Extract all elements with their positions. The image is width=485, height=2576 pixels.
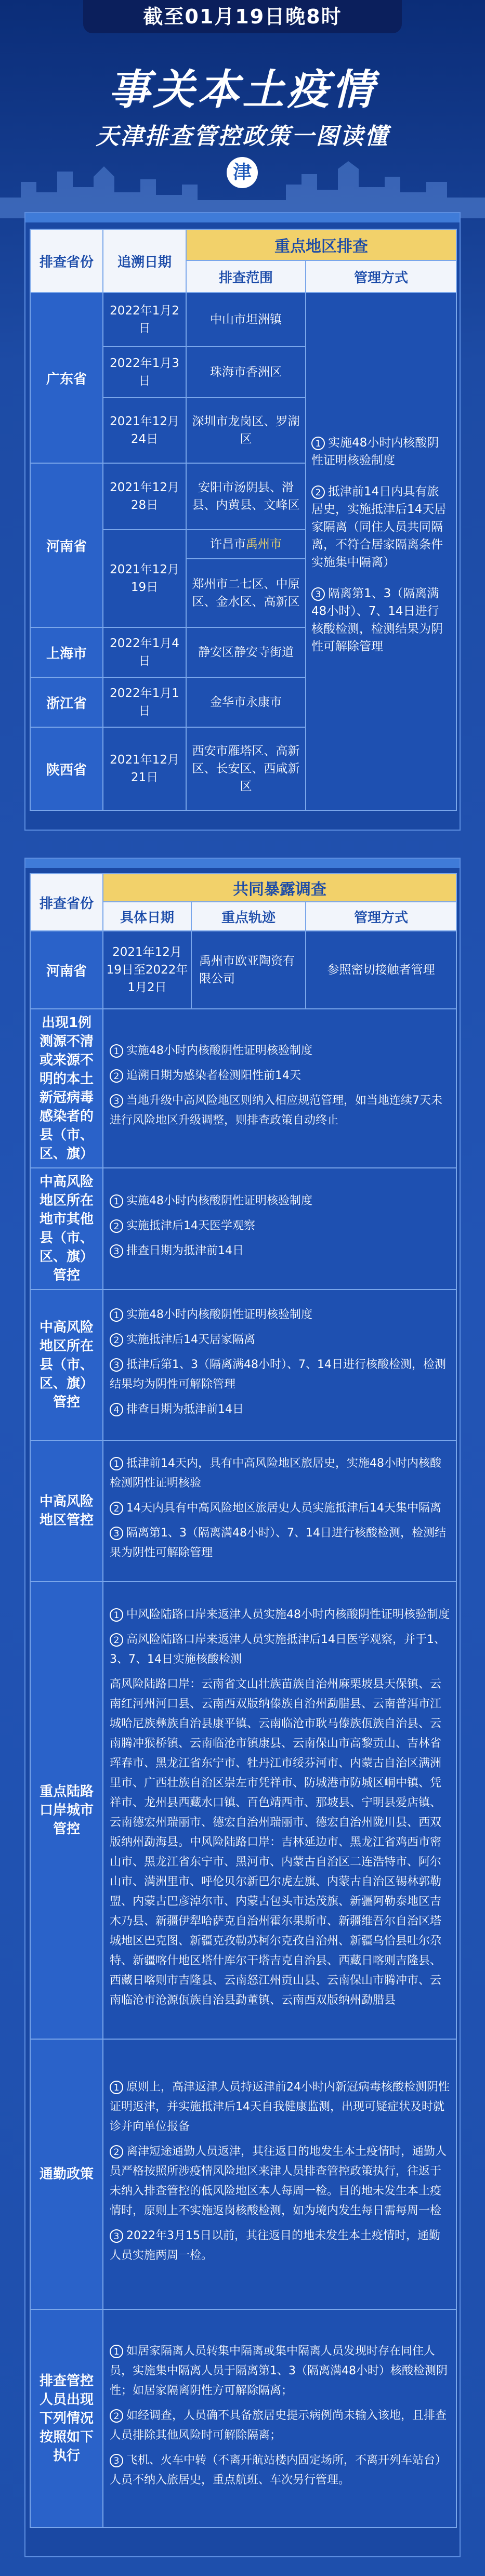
section-body xyxy=(103,2309,456,2528)
section-item xyxy=(110,2342,450,2401)
col-province-header: 排查省份 xyxy=(30,874,103,931)
policy-section xyxy=(30,1440,456,1582)
item-text: 抵津后第1、3（隔离满48小时）、7、14日进行核酸检测，检测结果均为阴性可解除管理 xyxy=(110,1358,446,1391)
main-title: 事关本土疫情 xyxy=(108,65,377,114)
section-item xyxy=(110,2451,450,2490)
policy-section xyxy=(30,1290,456,1440)
section-item xyxy=(110,1630,450,1670)
col-date-header: 具体日期 xyxy=(103,902,191,931)
item-text: 高风险陆路口岸来返津人员实施抵津后14日医学观察，并于1、3、7、14日实施核酸检测 xyxy=(110,1633,445,1666)
highlighted-scope: 禹州市 xyxy=(246,537,282,551)
method-item xyxy=(311,483,451,571)
scope-cell: 深圳市龙岗区、罗湖区 xyxy=(186,398,306,463)
policy-section xyxy=(30,2039,456,2309)
section-item xyxy=(110,2078,450,2137)
number-badge: 1 xyxy=(311,437,325,450)
col-method-header: 管理方式 xyxy=(306,902,456,931)
scope-cell: 西安市雁塔区、高新区、长安区、西咸新区 xyxy=(186,727,306,810)
col-method-header: 管理方式 xyxy=(306,260,456,293)
method-item xyxy=(311,585,451,655)
section-item xyxy=(110,1454,450,1493)
col-province-header: 排查省份 xyxy=(30,229,103,293)
number-badge: 2 xyxy=(311,485,325,499)
section-body xyxy=(103,1168,456,1290)
section-body xyxy=(103,2039,456,2309)
province-cell: 陕西省 xyxy=(30,727,103,810)
method-text: 实施48小时内核酸阴性证明核验制度 xyxy=(311,436,439,467)
table-row xyxy=(30,931,456,1009)
number-badge: 1 xyxy=(110,1457,123,1470)
management-method-cell xyxy=(306,293,456,810)
tianjin-logo: 津 xyxy=(227,157,258,188)
date-cell: 2022年1月1日 xyxy=(103,677,186,727)
section-label: 出现1例测源不清或来源不明的本土新冠病毒感染者的县（市、区、旗） xyxy=(30,1009,103,1168)
date-cell: 2021年12月24日 xyxy=(103,398,186,463)
section-item xyxy=(110,1191,450,1211)
number-badge: 1 xyxy=(110,1608,123,1622)
item-text: 原则上，高津返津人员持返津前24小时内新冠病毒核酸检测阴性证明返津，并实施抵津后14天自我健康监测，出现可疑症状及时就诊并向单位报备 xyxy=(110,2081,450,2133)
date-cell: 2022年1月2日 xyxy=(103,293,186,347)
method-text: 抵津前14日内具有旅居史，实施抵津后14天居家隔离（同住人员共同隔离，不符合居家隔离条件实施集中隔离） xyxy=(311,485,447,569)
section-body xyxy=(103,1290,456,1440)
number-badge: 1 xyxy=(110,1194,123,1208)
number-badge: 2 xyxy=(110,1333,123,1347)
col-date-header: 追溯日期 xyxy=(103,229,186,293)
group-title-header: 重点地区排查 xyxy=(186,229,456,260)
province-cell: 上海市 xyxy=(30,627,103,677)
scope-cell: 金华市永康市 xyxy=(186,677,306,727)
scope-prefix: 许昌市 xyxy=(210,537,246,551)
card-top-strip xyxy=(25,213,460,222)
date-cell: 2022年1月3日 xyxy=(103,347,186,398)
method-cell: 参照密切接触者管理 xyxy=(306,931,456,1009)
province-cell: 广东省 xyxy=(30,293,103,463)
number-badge: 2 xyxy=(110,1502,123,1515)
number-badge: 3 xyxy=(110,2454,123,2467)
key-areas-table xyxy=(30,229,457,811)
joint-exposure-table xyxy=(30,873,457,2528)
item-text: 如居家隔离人员转集中隔离或集中隔离人员发现时存在同住人员，实施集中隔离人员于隔离第1、3（隔离满48小时）核酸检测阴性；如居家隔离阴性方可解除隔离； xyxy=(110,2345,448,2397)
section-label: 中高风险地区所在地市其他县（市、区、旗）管控 xyxy=(30,1168,103,1290)
scope-cell: 珠海市香洲区 xyxy=(186,347,306,398)
key-areas-card xyxy=(24,212,461,831)
province-cell: 河南省 xyxy=(30,463,103,627)
track-cell: 禹州市欧亚陶资有限公司 xyxy=(191,931,306,1009)
section-item xyxy=(110,1499,450,1518)
item-text: 追溯日期为感染者检测阳性前14天 xyxy=(126,1069,301,1082)
section-extra-text: 高风险陆路口岸：云南省文山壮族苗族自治州麻栗坡县天保镇、云南红河州河口县、云南西双版纳傣族自治州勐腊县、云南普洱市江城哈尼族彝族自治县康平镇、云南临沧市耿马傣族佤族自治县、云南腾冲猴桥镇、云南临沧市镇康县、云南保山市高黎贡山、吉林省珲春市、黑龙江省东宁市、牡丹江市绥芬河市、内蒙古自治区满洲里市、广西壮族自治区崇左市凭祥市、防城港市防城区峒中镇、凭祥市、龙州县西藏水口镇、百色靖西市、那坡县、宁明县爱店镇、云南德宏州瑞丽市、德宏自治州瑞丽市、德宏自治州陇川县、西双版纳州勐海县。中风险陆路口岸：吉林延边市、黑龙江省鸡西市密山市、黑龙江省东宁市、黑河市、内蒙古自治区二连浩特市、阿尔山市、满洲里市、呼伦贝尔新巴尔虎左旗、内蒙古自治区锡林郭勒盟、内蒙古巴彦淖尔市、内蒙古包头市达茂旗、新疆阿勒泰地区吉木乃县、新疆伊犁哈萨克自治州霍尔果斯市、新疆维吾尔自治区塔城地区巴克图、新疆克孜勒苏柯尔克孜自治州、新疆乌恰县吐尔尕特、新疆喀什地区塔什库尔干塔吉克自治县、西藏日喀则吉隆县、西藏日喀则市吉隆县、云南怒江州贡山县、云南保山市腾冲市、云南临沧市沧源佤族自治县勐董镇、云南西双版纳州勐腊县 xyxy=(110,1678,442,2007)
scope-cell xyxy=(186,530,306,559)
policy-section xyxy=(30,2309,456,2528)
section-item xyxy=(110,1523,450,1563)
number-badge: 2 xyxy=(110,2409,123,2423)
method-item xyxy=(311,434,451,469)
joint-exposure-card xyxy=(24,858,461,2557)
number-badge: 1 xyxy=(110,1044,123,1058)
section-item xyxy=(110,1305,450,1325)
number-badge: 3 xyxy=(311,587,325,601)
number-badge: 1 xyxy=(110,1308,123,1322)
section-label: 中高风险地区管控 xyxy=(30,1440,103,1582)
policy-section xyxy=(30,1168,456,1290)
date-cell: 2022年1月4日 xyxy=(103,627,186,677)
item-text: 离津短途通勤人员返津，其往返目的地发生本土疫情时，通勤人员严格按照所涉疫情风险地区来津人员排查管控政策执行，往返于未纳入排查管控的低风险地区本人每周一检。目的地未发生本土疫情时，原则上不实施返岗核酸检测，如为境内发生每日需每周一检 xyxy=(110,2145,447,2217)
policy-section xyxy=(30,1582,456,2039)
number-badge: 3 xyxy=(110,1244,123,1258)
scope-cell: 静安区静安寺街道 xyxy=(186,627,306,677)
subtitle: 天津排查管控政策一图读懂 xyxy=(96,123,389,150)
card-top-strip xyxy=(25,859,460,868)
section-label: 排查管控人员出现下列情况按照如下执行 xyxy=(30,2309,103,2528)
item-text: 实施48小时内核酸阴性证明核验制度 xyxy=(126,1194,312,1207)
number-badge: 1 xyxy=(110,2345,123,2358)
col-track-header: 重点轨迹 xyxy=(191,902,306,931)
item-text: 中风险陆路口岸来返津人员实施48小时内核酸阴性证明核验制度 xyxy=(126,1608,450,1621)
section-item xyxy=(110,1241,450,1261)
section-label: 中高风险地区所在县（市、区、旗）管控 xyxy=(30,1290,103,1440)
item-text: 2022年3月15日以前，其往返目的地未发生本土疫情时，通勤人员实施两周一检。 xyxy=(110,2229,440,2262)
number-badge: 2 xyxy=(110,1219,123,1233)
section-item xyxy=(110,2142,450,2221)
number-badge: 3 xyxy=(110,1358,123,1372)
item-text: 抵津前14天内，具有中高风险地区旅居史，实施48小时内核酸检测阴性证明核验 xyxy=(110,1457,441,1490)
item-text: 实施抵津后14天医学观察 xyxy=(126,1219,255,1232)
section-label: 重点陆路口岸城市管控 xyxy=(30,1582,103,2039)
date-cell: 2021年12月28日 xyxy=(103,463,186,530)
section-body xyxy=(103,1582,456,2039)
section-item xyxy=(110,1330,450,1350)
number-badge: 3 xyxy=(110,1094,123,1108)
section-item xyxy=(110,1355,450,1395)
item-text: 实施48小时内核酸阴性证明核验制度 xyxy=(126,1044,312,1057)
section-item xyxy=(110,1216,450,1236)
section-item xyxy=(110,1091,450,1131)
scope-cell: 中山市坦洲镇 xyxy=(186,293,306,347)
province-cell: 河南省 xyxy=(30,931,103,1009)
scope-cell: 郑州市二七区、中原区、金水区、高新区 xyxy=(186,559,306,627)
item-text: 隔离第1、3（隔离满48小时）、7、14日进行核酸检测，检测结果为阴性可解除管理 xyxy=(110,1527,446,1559)
section-item xyxy=(110,1605,450,1625)
number-badge: 2 xyxy=(110,1069,123,1083)
item-text: 排查日期为抵津前14日 xyxy=(126,1403,244,1416)
group-title-header: 共同暴露调查 xyxy=(103,874,456,902)
section-item xyxy=(110,1066,450,1086)
date-cell: 2021年12月21日 xyxy=(103,727,186,810)
number-badge: 4 xyxy=(110,1403,123,1416)
item-text: 当地升级中高风险地区则纳入相应规范管理，如当地连续7天未进行风险地区升级调整，则排查政策自动终止 xyxy=(110,1094,442,1127)
section-label: 通勤政策 xyxy=(30,2039,103,2309)
number-badge: 1 xyxy=(110,2081,123,2094)
section-body xyxy=(103,1440,456,1582)
item-text: 飞机、火车中转（不离开航站楼内固定场所，不离开列车站台）人员不纳入旅居史，重点航班、车次另行管理。 xyxy=(110,2454,447,2487)
method-text: 隔离第1、3（隔离满48小时）、7、14日进行核酸检测，检测结果为阴性可解除管理 xyxy=(311,587,443,653)
number-badge: 3 xyxy=(110,1527,123,1540)
col-scope-header: 排查范围 xyxy=(186,260,306,293)
date-cell: 2021年12月19日 xyxy=(103,530,186,627)
date-cell: 2021年12月19日至2022年1月2日 xyxy=(103,931,191,1009)
number-badge: 2 xyxy=(110,1633,123,1647)
item-text: 14天内具有中高风险地区旅居史人员实施抵津后14天集中隔离 xyxy=(126,1502,441,1515)
section-item xyxy=(110,1041,450,1061)
province-cell: 浙江省 xyxy=(30,677,103,727)
table-row xyxy=(30,293,456,347)
section-item xyxy=(110,2226,450,2266)
number-badge: 2 xyxy=(110,2145,123,2159)
item-text: 如经调查，人员确不具备旅居史提示病例尚未输入该地，且排查人员排除其他风险时可解除隔离； xyxy=(110,2409,447,2442)
item-text: 实施抵津后14天居家隔离 xyxy=(126,1333,255,1346)
section-item xyxy=(110,1400,450,1420)
scope-cell: 安阳市汤阴县、滑县、内黄县、文峰区 xyxy=(186,463,306,530)
item-text: 排查日期为抵津前14日 xyxy=(126,1244,244,1257)
item-text: 实施48小时内核酸阴性证明核验制度 xyxy=(126,1308,312,1321)
policy-section xyxy=(30,1009,456,1168)
timestamp-banner: 截至01月19日晚8时 xyxy=(83,0,402,33)
number-badge: 3 xyxy=(110,2229,123,2243)
section-body xyxy=(103,1009,456,1168)
section-item xyxy=(110,2406,450,2446)
